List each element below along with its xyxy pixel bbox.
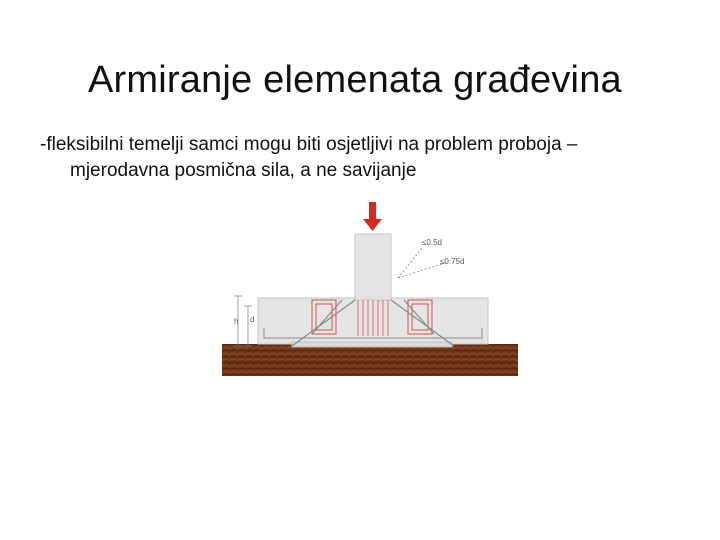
body-line-2: mjerodavna posmična sila, a ne savijanje xyxy=(70,160,417,181)
label-05d: ≤0.5d xyxy=(422,238,442,247)
footing-punching-diagram xyxy=(222,196,522,380)
base-strip xyxy=(292,342,452,347)
slide-body xyxy=(40,132,690,184)
soil-layer xyxy=(222,344,518,376)
body-line-1: -fleksibilni temelji samci mogu biti osjetljivi na problem proboja – xyxy=(40,134,578,155)
column xyxy=(355,234,391,300)
label-075d: ≤0.75d xyxy=(440,257,465,266)
load-arrow xyxy=(363,202,382,231)
footing-svg xyxy=(222,196,522,380)
dimension-d-label: d xyxy=(250,315,255,324)
slide-title: Armiranje elemenata građevina xyxy=(88,59,622,101)
dimension-h-label: h xyxy=(234,317,239,326)
